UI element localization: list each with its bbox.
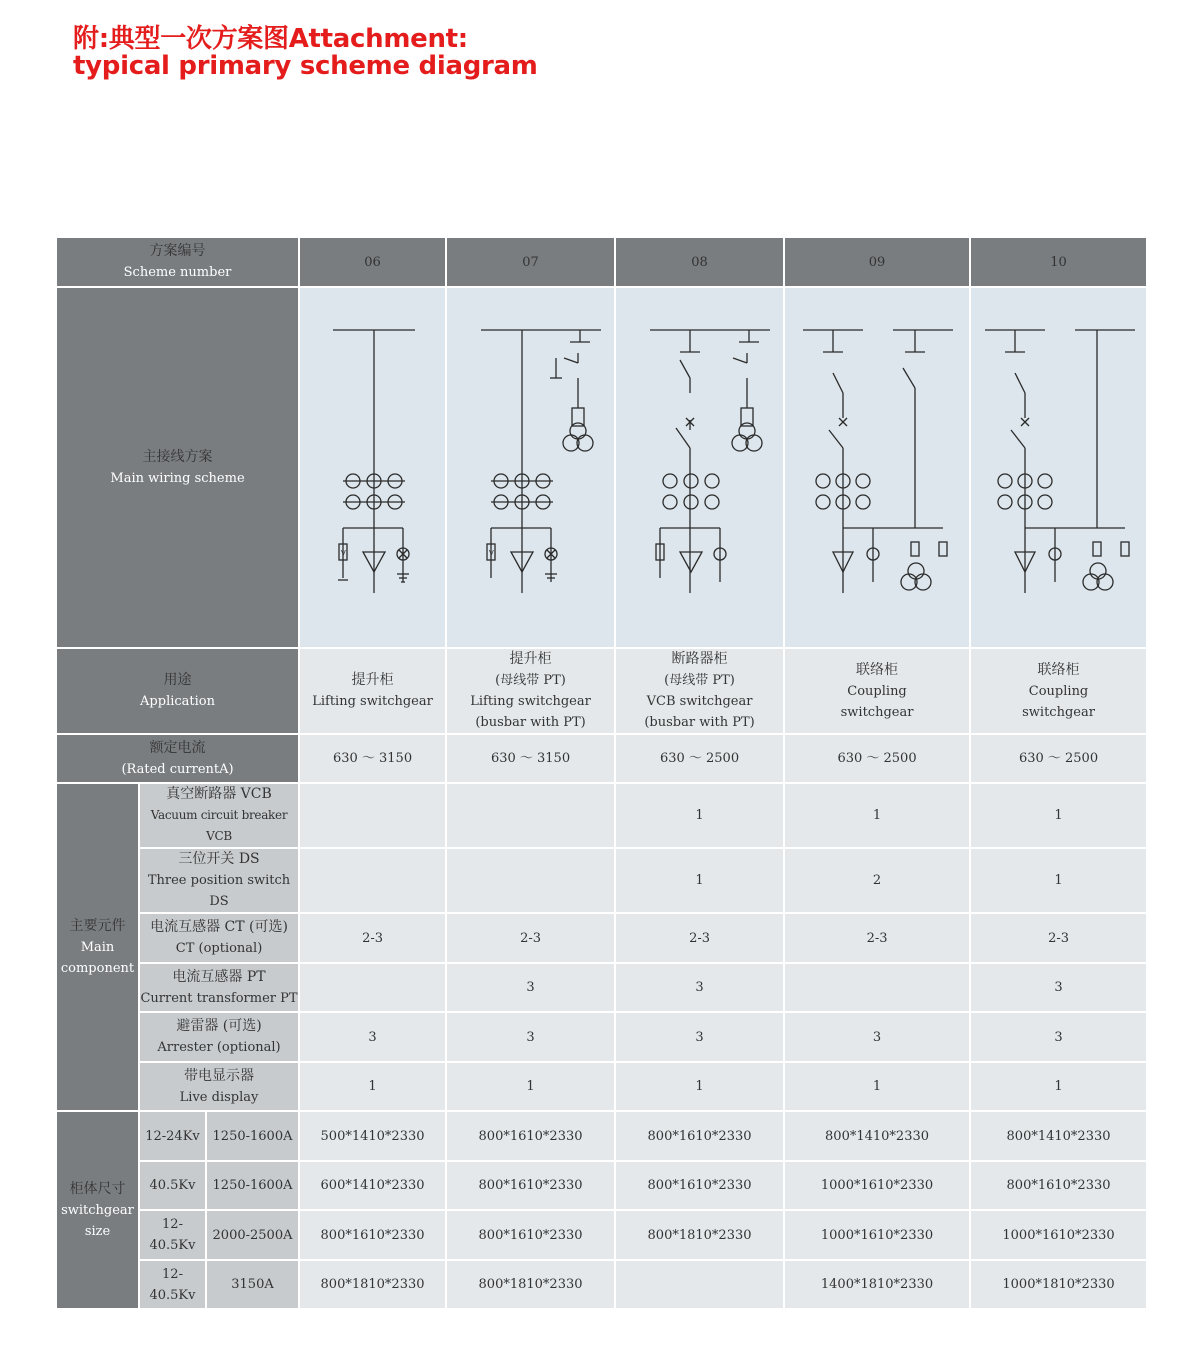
component-value: 1 [784, 1062, 970, 1111]
rated-current-09: 630 ～ 2500 [784, 734, 970, 783]
component-value: 1 [615, 1062, 784, 1111]
main-component-label: 主要元件 Main component [56, 783, 139, 1111]
component-value: 1 [970, 1062, 1147, 1111]
size-value: 800*1610*2330 [615, 1111, 784, 1161]
application-label: 用途 Application [56, 648, 299, 734]
size-voltage: 12-24Kv [139, 1111, 206, 1161]
component-value: 1 [299, 1062, 446, 1111]
size-value: 800*1610*2330 [615, 1161, 784, 1210]
size-voltage: 12- 40.5Kv [139, 1260, 206, 1309]
component-value: 3 [615, 1012, 784, 1062]
wiring-row [56, 287, 1147, 648]
size-value: 800*1810*2330 [446, 1260, 615, 1309]
component-value: 3 [784, 1012, 970, 1062]
size-value: 500*1410*2330 [299, 1111, 446, 1161]
component-value [446, 848, 615, 913]
svg-text:V: V [340, 548, 346, 557]
scheme-number-06: 06 [299, 237, 446, 287]
scheme-number-09: 09 [784, 237, 970, 287]
size-value: 600*1410*2330 [299, 1161, 446, 1210]
component-value: 1 [784, 783, 970, 848]
rated-current-07: 630 ～ 3150 [446, 734, 615, 783]
component-label-vcb: 真空断路器 VCB Vacuum circuit breaker VCB [139, 783, 299, 848]
component-value: 1 [970, 783, 1147, 848]
size-current: 3150A [206, 1260, 299, 1309]
wiring-diagram-09 [784, 287, 970, 648]
component-value: 3 [299, 1012, 446, 1062]
component-label-arrester: 避雷器 (可选) Arrester (optional) [139, 1012, 299, 1062]
application-10: 联络柜 Coupling switchgear [970, 648, 1147, 734]
size-current: 1250-1600A [206, 1111, 299, 1161]
component-row [56, 963, 1147, 1012]
component-value: 3 [446, 963, 615, 1012]
scheme-table [55, 236, 1148, 1310]
component-label-live-display: 带电显示器 Live display [139, 1062, 299, 1111]
application-07: 提升柜 (母线带 PT) Lifting switchgear (busbar with PT) [446, 648, 615, 734]
wiring-diagram-08-svg [630, 318, 770, 618]
wiring-diagram-08 [615, 287, 784, 648]
wiring-diagram-06-svg [313, 318, 433, 618]
page-title [73, 26, 538, 80]
component-row [56, 913, 1147, 963]
wiring-diagram-09-svg [797, 318, 957, 618]
wiring-diagram-07 [446, 287, 615, 648]
component-value: 1 [970, 848, 1147, 913]
component-value: 1 [446, 1062, 615, 1111]
component-value: 2-3 [784, 913, 970, 963]
scheme-number-07: 07 [446, 237, 615, 287]
size-value: 800*1610*2330 [970, 1161, 1147, 1210]
wiring-diagram-07-svg [461, 318, 601, 618]
application-row [56, 648, 1147, 734]
size-current: 1250-1600A [206, 1161, 299, 1210]
size-value: 1000*1610*2330 [784, 1161, 970, 1210]
component-row [56, 848, 1147, 913]
size-label: 柜体尺寸 switchgear size [56, 1111, 139, 1309]
component-label-pt: 电流互感器 PT Current transformer PT [139, 963, 299, 1012]
application-09: 联络柜 Coupling switchgear [784, 648, 970, 734]
svg-text:V: V [488, 548, 494, 557]
component-row [56, 1062, 1147, 1111]
component-value: 2 [784, 848, 970, 913]
size-value: 800*1410*2330 [970, 1111, 1147, 1161]
size-current: 2000-2500A [206, 1210, 299, 1260]
component-value [446, 783, 615, 848]
scheme-number-label: 方案编号 Scheme number [56, 237, 299, 287]
rated-current-label: 额定电流 (Rated currentA) [56, 734, 299, 783]
size-value: 800*1410*2330 [784, 1111, 970, 1161]
application-06: 提升柜 Lifting switchgear [299, 648, 446, 734]
scheme-number-08: 08 [615, 237, 784, 287]
component-value: 2-3 [446, 913, 615, 963]
component-label-ct: 电流互感器 CT (可选) CT (optional) [139, 913, 299, 963]
size-value: 800*1810*2330 [299, 1260, 446, 1309]
size-row [56, 1260, 1147, 1309]
title-line-2: typical primary scheme diagram [73, 51, 538, 81]
component-value: 2-3 [970, 913, 1147, 963]
component-value [299, 848, 446, 913]
wiring-diagram-10-svg [979, 318, 1139, 618]
scheme-number-10: 10 [970, 237, 1147, 287]
application-08: 断路器柜 (母线带 PT) VCB switchgear (busbar with PT) [615, 648, 784, 734]
component-row [56, 1012, 1147, 1062]
component-value [299, 783, 446, 848]
component-value: 2-3 [299, 913, 446, 963]
component-value: 1 [615, 848, 784, 913]
component-value: 1 [615, 783, 784, 848]
component-row [56, 783, 1147, 848]
component-label-ds: 三位开关 DS Three position switch DS [139, 848, 299, 913]
wiring-diagram-10 [970, 287, 1147, 648]
rated-current-row [56, 734, 1147, 783]
component-value [784, 963, 970, 1012]
size-row [56, 1161, 1147, 1210]
size-value: 1000*1610*2330 [784, 1210, 970, 1260]
size-value: 800*1610*2330 [446, 1210, 615, 1260]
size-value [615, 1260, 784, 1309]
component-value: 3 [615, 963, 784, 1012]
wiring-diagram-06 [299, 287, 446, 648]
component-value [299, 963, 446, 1012]
size-row [56, 1111, 1147, 1161]
size-value: 1000*1610*2330 [970, 1210, 1147, 1260]
size-voltage: 12- 40.5Kv [139, 1210, 206, 1260]
component-value: 3 [446, 1012, 615, 1062]
size-value: 1400*1810*2330 [784, 1260, 970, 1309]
wiring-label: 主接线方案 Main wiring scheme [56, 287, 299, 648]
rated-current-10: 630 ～ 2500 [970, 734, 1147, 783]
size-value: 800*1610*2330 [299, 1210, 446, 1260]
header-row [56, 237, 1147, 287]
size-value: 800*1610*2330 [446, 1111, 615, 1161]
size-value: 800*1610*2330 [446, 1161, 615, 1210]
rated-current-08: 630 ～ 2500 [615, 734, 784, 783]
size-value: 1000*1810*2330 [970, 1260, 1147, 1309]
size-voltage: 40.5Kv [139, 1161, 206, 1210]
component-value: 3 [970, 963, 1147, 1012]
component-value: 2-3 [615, 913, 784, 963]
rated-current-06: 630 ～ 3150 [299, 734, 446, 783]
size-value: 800*1810*2330 [615, 1210, 784, 1260]
component-value: 3 [970, 1012, 1147, 1062]
size-row [56, 1210, 1147, 1260]
title-line-1: 附:典型一次方案图Attachment: [73, 24, 468, 54]
